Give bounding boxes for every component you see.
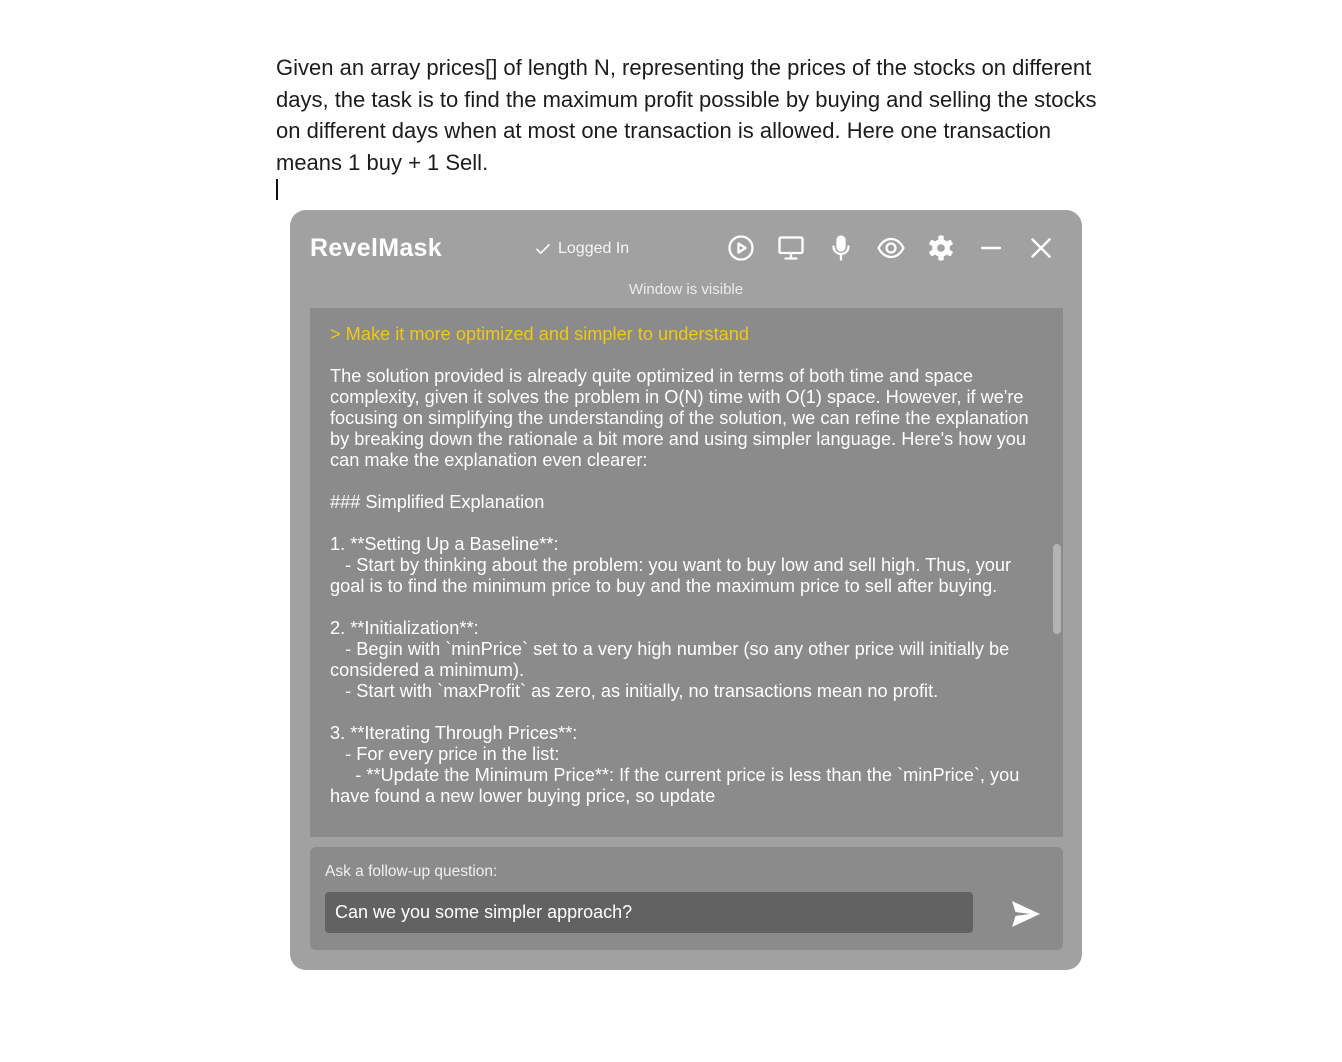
- text-cursor: [276, 179, 278, 200]
- checkmark-icon: [534, 240, 552, 258]
- followup-input[interactable]: [325, 892, 973, 933]
- assistant-answer: The solution provided is already quite optimized in terms of both time and space complexity, given it solves the problem in O(N) time with O(1) space. However, if we're focusing on simplifying the understanding of the solution, we can refine the explanation by breaking down the rationale a bit more and using simpler language. Here's how you can make the explanation even clearer: ### Simplified Explanation 1. **Setting Up a Baseline**: - Start by thinking about the problem: you want to buy low and sell high. Thus, your goal is to find the minimum price to buy and the maximum price to sell after buying. 2. **Initialization**: - Begin with `minPrice` set to a very high number (so any other price will initially be considered a minimum). - Start with `maxProfit` as zero, as initially, no transactions mean no profit. 3. **Iterating Through Prices**: - For every price in the list: - **Update the Minimum Price**: If the current price is less than the `minPrice`, you have found a new lower buying price, so update: [330, 366, 1029, 806]
- eye-icon: [877, 234, 905, 262]
- play-button[interactable]: [727, 234, 755, 262]
- settings-button[interactable]: [927, 234, 955, 262]
- monitor-icon: [777, 234, 805, 262]
- visibility-status: Window is visible: [628, 281, 744, 298]
- response-content: [330, 324, 1046, 807]
- followup-section: [310, 847, 1063, 950]
- response-scrollbar[interactable]: [1053, 544, 1061, 634]
- screen-button[interactable]: [777, 234, 805, 262]
- login-status: [534, 240, 629, 258]
- user-prompt: > Make it more optimized and simpler to understand: [330, 324, 750, 344]
- document-text: Given an array prices[] of length N, representing the prices of the stocks on different days, the task is to find the maximum profit possible by buying and selling the stocks on different days when at most one transaction is allowed. Here one transaction means 1 buy + 1 Sell.: [276, 55, 1103, 175]
- followup-label: Ask a follow-up question:: [325, 863, 498, 880]
- microphone-button[interactable]: [827, 234, 855, 262]
- assistant-window: [290, 210, 1082, 970]
- toolbar: [727, 234, 1055, 262]
- gear-icon: [927, 234, 955, 262]
- microphone-icon: [827, 234, 855, 262]
- play-icon: [727, 234, 755, 262]
- response-area[interactable]: [310, 308, 1063, 837]
- send-icon: [1010, 899, 1042, 929]
- close-icon: [1027, 234, 1055, 262]
- close-button[interactable]: [1027, 234, 1055, 262]
- login-status-label: Logged In: [558, 240, 630, 257]
- minimize-button[interactable]: [977, 234, 1005, 262]
- app-title: RevelMask: [310, 234, 442, 262]
- minimize-icon: [977, 234, 1005, 262]
- send-button[interactable]: [1010, 899, 1042, 929]
- visibility-button[interactable]: [877, 234, 905, 262]
